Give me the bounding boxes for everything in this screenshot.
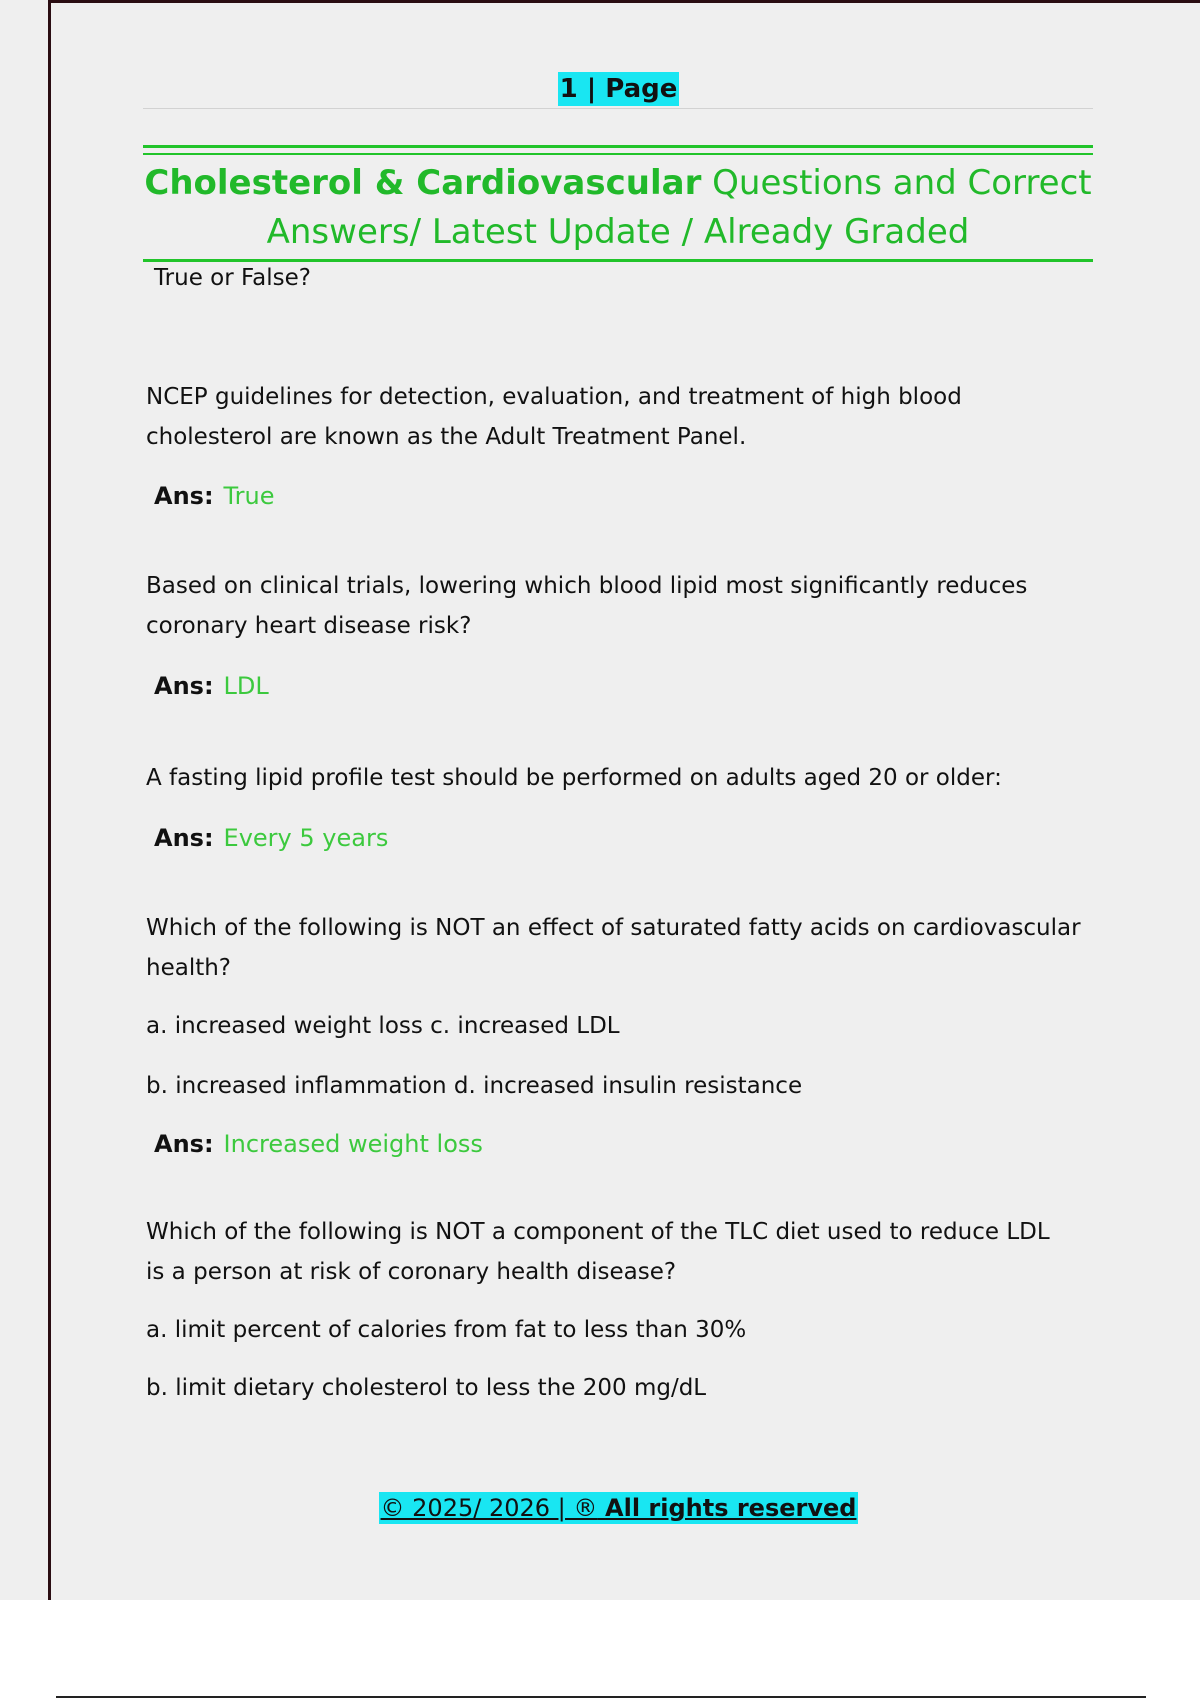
question-5-option-2: b. limit dietary cholesterol to less the 200 mg/dL [146,1375,707,1401]
header-divider [143,108,1093,109]
page-left-border [48,0,51,1600]
copyright-text: © 2025/ 2026 | ® [380,1494,598,1522]
rights-text: All rights reserved [605,1494,857,1522]
answer-label: Ans: [154,824,214,852]
page-number: 1 | Page [559,74,678,104]
question-5-line-1: Which of the following is NOT a component of the TLC diet used to reduce LDL [146,1219,1050,1245]
page-bottom-rule [56,1696,1146,1698]
question-4-line-1: Which of the following is NOT an effect of saturated fatty acids on cardiovascular [146,915,1081,941]
page-bottom-margin [0,1600,1200,1700]
question-2-line-1: Based on clinical trials, lowering which blood lipid most significantly reduces [146,573,1028,599]
page-header [0,72,1200,106]
page-footer [0,1492,1200,1524]
document-title [143,159,1093,257]
answer-label: Ans: [154,672,214,700]
question-5-line-2: is a person at risk of coronary health disease? [146,1259,677,1285]
title-regular-part: Questions and Correct Answers/ Latest Update / Already Graded [266,163,1092,252]
question-4-option-1: a. increased weight loss c. increased LDL [146,1013,620,1039]
answer-label: Ans: [154,1130,214,1158]
answer-3 [146,818,1086,858]
title-bold-part: Cholesterol & Cardiovascular [144,163,702,203]
question-5-option-1: a. limit percent of calories from fat to less than 30% [146,1317,747,1343]
answer-value: True [223,482,275,510]
question-list [146,258,1086,1408]
page-top-border [48,0,1200,3]
answer-value: Increased weight loss [223,1130,483,1158]
answer-2 [146,666,1086,706]
answer-1 [146,476,1086,516]
answer-4 [146,1124,1086,1164]
question-1-line-2: cholesterol are known as the Adult Treatment Panel. [146,424,747,450]
copyright-notice [379,1492,859,1524]
answer-value: LDL [223,672,269,700]
title-block [143,145,1093,262]
answer-label: Ans: [154,482,214,510]
intro-text: True or False? [154,265,311,291]
question-1-line-1: NCEP guidelines for detection, evaluation, and treatment of high blood [146,384,962,410]
title-top-rule [143,145,1093,155]
question-2-line-2: coronary heart disease risk? [146,613,472,639]
question-3-line-1: A fasting lipid profile test should be performed on adults aged 20 or older: [146,765,1002,791]
question-4-option-2: b. increased inflammation d. increased insulin resistance [146,1073,803,1099]
answer-value: Every 5 years [223,824,389,852]
question-4-line-2: health? [146,955,232,981]
